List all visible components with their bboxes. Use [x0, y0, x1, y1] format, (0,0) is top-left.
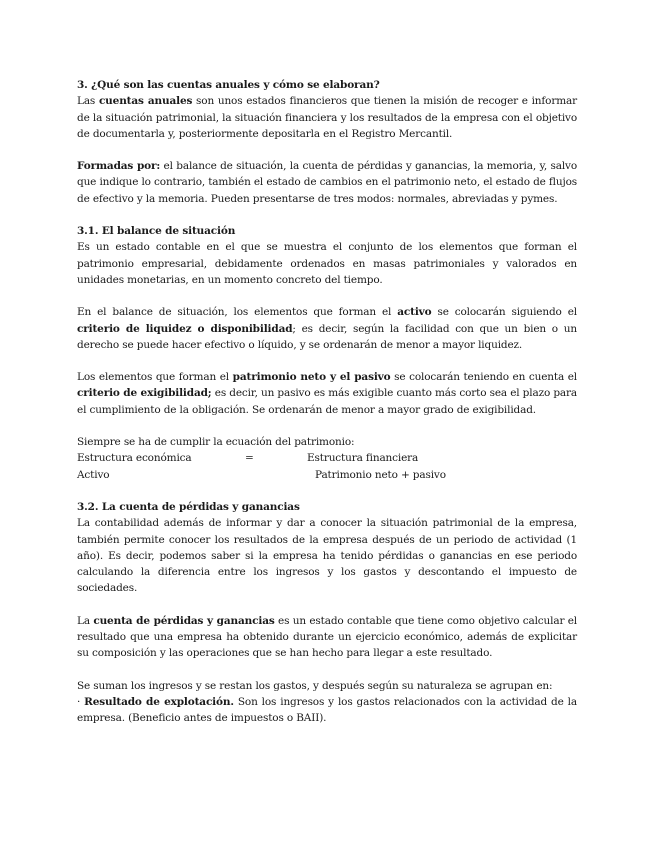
paragraph-resultados: La contabilidad además de informar y dar a conocer la situación patrimonial de la empresa, también permite conocer los resultados de la empresa después de un periodo de actividad (1 año). Es decir, podemos saber si la empresa ha tenido pérdidas o ganancias en ese periodo calculando la diferencia entre los ingresos y los gastos y descontando el impuesto de sociedades. [77, 517, 577, 595]
paragraph-cuentas-anuales [77, 93, 577, 142]
equation-spacer [245, 467, 307, 483]
paragraph-agrupacion: Se suman los ingresos y se restan los gastos, y después según su naturaleza se agrupan en: [77, 679, 553, 692]
list-item-explotacion [77, 694, 577, 727]
equation-cell: Estructura económica [77, 452, 192, 465]
equation-row [77, 450, 577, 466]
bold-term: criterio de exigibilidad; [77, 387, 212, 400]
paragraph-pasivo [77, 369, 577, 418]
equation-row [77, 467, 577, 483]
equation-cell: Activo [77, 468, 110, 481]
equation-intro: Siempre se ha de cumplir la ecuación del patrimonio: [77, 436, 355, 449]
paragraph-activo [77, 304, 577, 353]
equation-cell: Estructura financiera [307, 452, 419, 465]
document-body [77, 77, 577, 727]
text: Los elementos que forman el [77, 371, 233, 384]
text: La [77, 614, 94, 627]
text: En el balance de situación, los elementos que forman el [77, 306, 398, 319]
bold-term: activo [397, 306, 432, 319]
equals-sign: = [245, 452, 254, 465]
bold-term: criterio de liquidez o disponibilidad [77, 322, 293, 335]
text: son unos estados financieros que tienen la misión de recoger e informar de la situación patrimonial, la situación financiera y los resultados de la empresa con el objetivo de documentarla y, posteriormente depositarla en el Registro Mercantil. [77, 95, 577, 140]
bold-term: cuenta de pérdidas y ganancias [93, 614, 275, 627]
bold-term: Formadas por: [77, 160, 161, 173]
bold-term: cuentas anuales [98, 95, 193, 108]
text: Son los ingresos y los gastos relacionados con la actividad de la empresa. (Beneficio antes de impuestos o BAII). [77, 695, 577, 725]
bold-term: patrimonio neto y el pasivo [232, 371, 391, 384]
section-heading-3-2: 3.2. La cuenta de pérdidas y ganancias [77, 500, 300, 513]
paragraph-cuenta-pyg [77, 613, 577, 662]
paragraph-balance-definicion: Es un estado contable en el que se muestra el conjunto de los elementos que forman el patrimonio empresarial, debidamente ordenados en masas patrimoniales y valorados en unidades monetarias, en un momento concreto del tiempo. [77, 241, 577, 286]
text: el balance de situación, la cuenta de pérdidas y ganancias, la memoria, y, salvo que indique lo contrario, también el estado de cambios en el patrimonio neto, el estado de flujos de efectivo y la memoria. Pueden presentarse de tres modos: normales, abreviadas y pymes. [77, 160, 577, 205]
bullet: · [77, 695, 85, 708]
text: Las [77, 95, 99, 108]
equation-cell: Patrimonio neto + pasivo [315, 468, 446, 481]
section-heading-3-1: 3.1. El balance de situación [77, 225, 236, 238]
paragraph-formadas-por [77, 158, 577, 207]
text: ; es decir, según la facilidad con que un bien o un derecho se puede hacer efectivo o líquido, y se ordenarán de menor a mayor liquidez. [77, 322, 577, 351]
text: se colocarán teniendo en cuenta el [390, 371, 577, 384]
bold-term: Resultado de explotación. [84, 695, 234, 708]
section-heading-3: 3. ¿Qué son las cuentas anuales y cómo se elaboran? [77, 79, 380, 91]
text: se colocarán siguiendo el [431, 306, 577, 319]
text: es un estado contable que tiene como objetivo calcular el resultado que una empresa ha obtenido durante un ejercicio económico, además de explicitar su composición y las operaciones que se han hecho para llegar a este resultado. [77, 614, 578, 660]
text: es decir, un pasivo es más exigible cuanto más corto sea el plazo para el cumplimiento de la obligación. Se ordenarán de menor a mayor grado de exigibilidad. [77, 387, 578, 416]
